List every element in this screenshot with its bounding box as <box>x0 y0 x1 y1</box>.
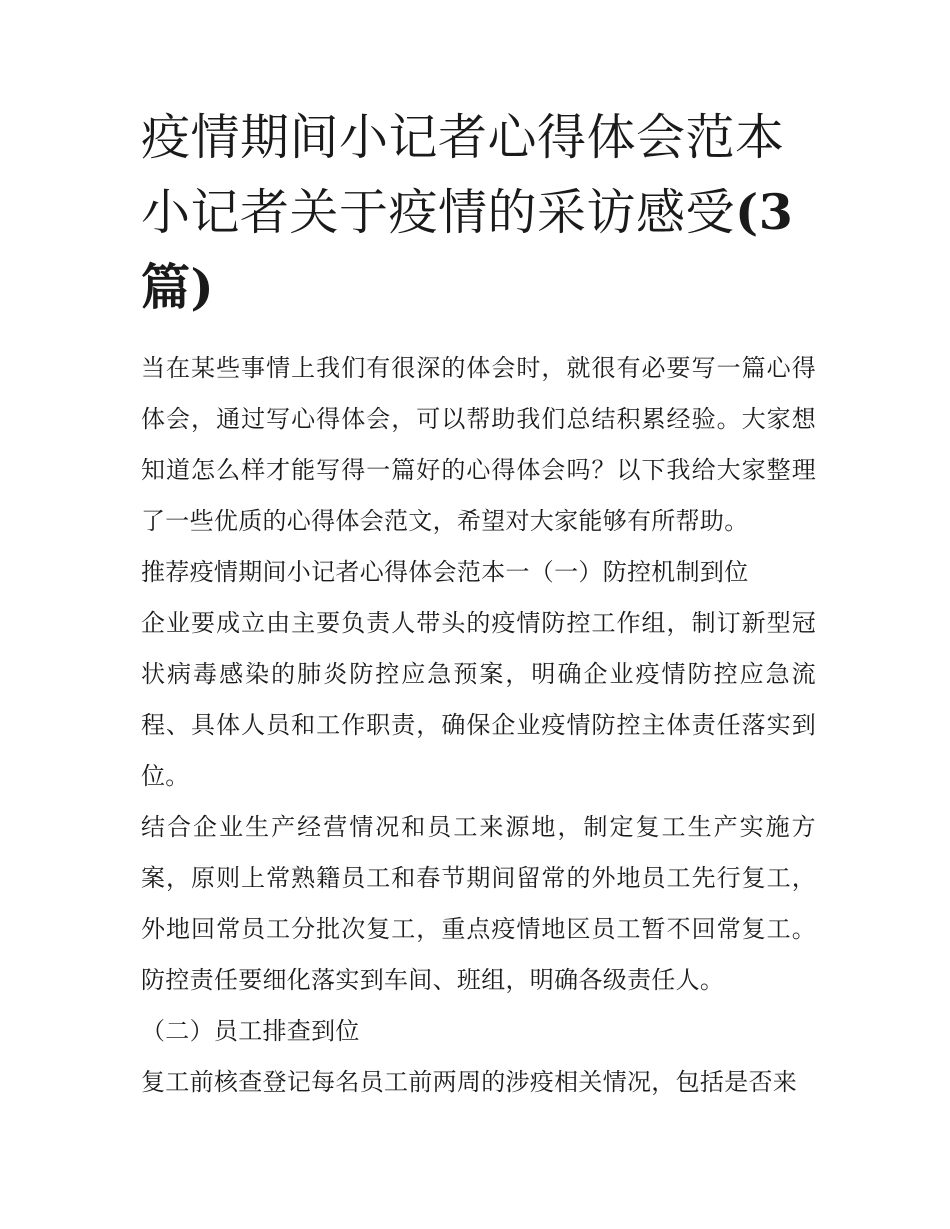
title-line-3-suffix: ) <box>190 258 215 316</box>
title-line-2-suffix: (3 <box>735 183 794 241</box>
paragraph-body-3: 复工前核查登记每名员工前两周的涉疫相关情况，包括是否来 <box>141 1068 798 1096</box>
document-body <box>141 343 816 1108</box>
paragraph-heading-1: 推荐疫情期间小记者心得体会范本一（一）防控机制到位 <box>141 558 749 586</box>
title-line-3: 篇 <box>141 258 191 316</box>
title-line-2: 小记者关于疫情的采访感受 <box>141 184 736 241</box>
document-page <box>141 100 816 1108</box>
paragraph-intro: 当在某些事情上我们有很深的体会时，就很有必要写一篇心得体会，通过写心得体会，可以帮助我们总结积累经验。大家想知道怎么样才能写得一篇好的心得体会吗？以下我给大家整理了一些优质的心得体会范文，希望对大家能够有所帮助。 <box>141 354 816 535</box>
paragraph-body-1: 企业要成立由主要负责人带头的疫情防控工作组，制订新型冠状病毒感染的肺炎防控应急预案，明确企业疫情防控应急流程、具体人员和工作职责，确保企业疫情防控主体责任落实到位。 <box>141 609 816 790</box>
document-title <box>141 100 801 325</box>
title-line-1: 疫情期间小记者心得体会范本 <box>141 109 785 166</box>
paragraph-body-2: 结合企业生产经营情况和员工来源地，制定复工生产实施方案，原则上常熟籍员工和春节期间留常的外地员工先行复工，外地回常员工分批次复工，重点疫情地区员工暂不回常复工。防控责任要细化落实到车间、班组，明确各级责任人。 <box>141 813 816 994</box>
paragraph-heading-2: （二）员工排查到位 <box>141 1017 360 1045</box>
